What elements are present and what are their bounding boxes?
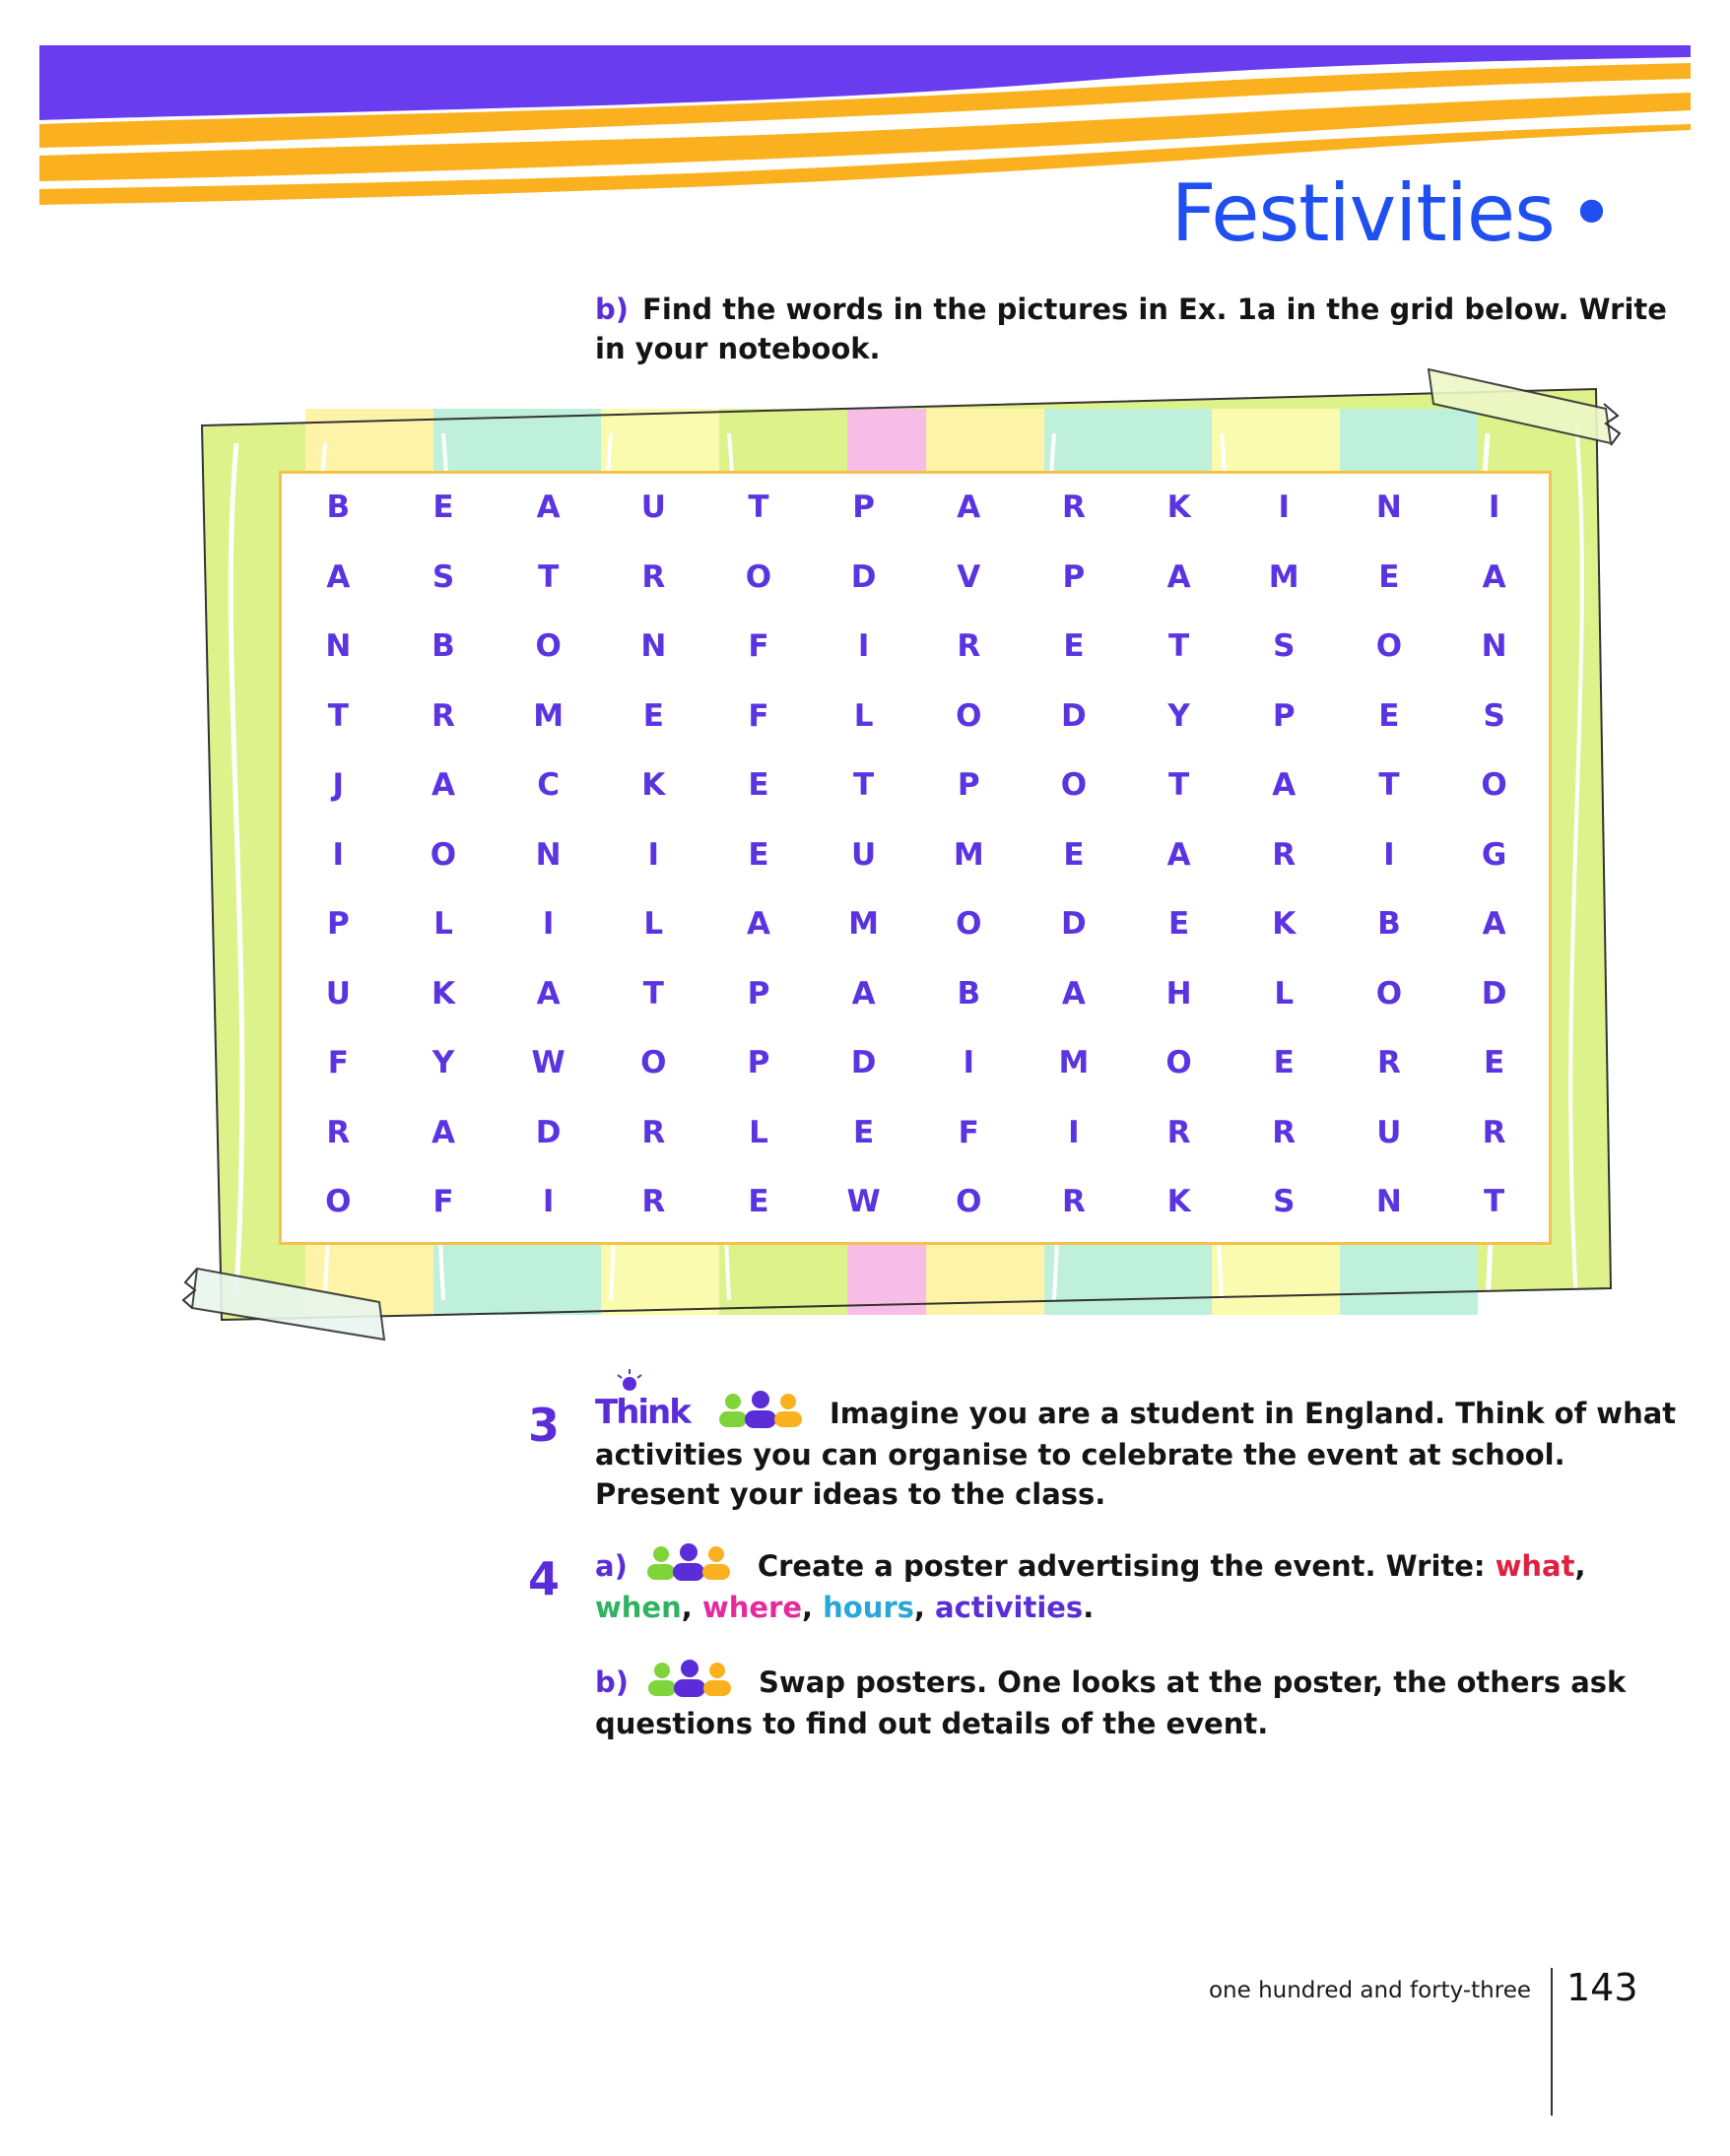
grid-letter: N xyxy=(535,836,562,873)
grid-letter: T xyxy=(1484,1184,1505,1220)
period: . xyxy=(1083,1591,1095,1624)
grid-letter: R xyxy=(957,628,981,665)
grid-row xyxy=(286,1098,1547,1168)
grid-letter: D xyxy=(850,1045,877,1081)
grid-letter: E xyxy=(1273,1045,1295,1081)
grid-letter: P xyxy=(1272,697,1296,734)
grid-letter: A xyxy=(431,1114,455,1150)
grid-letter: I xyxy=(542,1184,555,1220)
keyword-activities: activities xyxy=(935,1591,1084,1624)
grid-letter: I xyxy=(963,1045,975,1081)
grid-letter: V xyxy=(957,558,981,595)
grid-letter: O xyxy=(535,628,562,665)
grid-letter: K xyxy=(641,767,666,804)
grid-letter: O xyxy=(325,1184,352,1220)
comma: , xyxy=(681,1591,693,1624)
comma: , xyxy=(913,1591,925,1624)
grid-letter: S xyxy=(1483,697,1505,734)
grid-letter: R xyxy=(1272,1114,1297,1150)
grid-letter: E xyxy=(748,767,769,804)
page-number-words: one hundred and forty-three xyxy=(1208,1978,1531,2003)
exercise-4b-label: b) xyxy=(595,1666,630,1699)
grid-letter: K xyxy=(431,975,455,1012)
grid-letter: M xyxy=(848,906,880,943)
word-search-grid xyxy=(286,473,1547,1237)
grid-letter: R xyxy=(432,697,455,734)
grid-letter: J xyxy=(332,767,345,804)
grid-letter: A xyxy=(1482,906,1506,943)
grid-letter: M xyxy=(1268,558,1299,595)
grid-letter: B xyxy=(326,490,351,526)
grid-letter: R xyxy=(1061,1184,1086,1220)
grid-letter: M xyxy=(953,836,984,873)
grid-letter: B xyxy=(432,628,455,665)
grid-letter: F xyxy=(432,1184,454,1220)
comma: , xyxy=(1574,1549,1586,1583)
think-badge-text: Think xyxy=(595,1393,690,1432)
grid-letter: A xyxy=(1166,558,1191,595)
exercise-2b-text-line2: in your notebook. xyxy=(595,332,881,365)
grid-letter: E xyxy=(1063,836,1085,873)
grid-letter: R xyxy=(326,1114,351,1150)
grid-row xyxy=(286,543,1547,613)
grid-row xyxy=(286,612,1547,682)
grid-letter: F xyxy=(327,1045,349,1081)
grid-letter: R xyxy=(641,558,666,595)
grid-letter: N xyxy=(1375,1184,1402,1220)
exercise-3-line2: activities you can organise to celebrate the event at school. xyxy=(595,1438,1565,1471)
grid-letter: I xyxy=(332,836,345,873)
grid-letter: O xyxy=(956,697,982,734)
grid-letter: L xyxy=(643,906,664,943)
exercise-2b-label: b) xyxy=(595,293,630,326)
grid-letter: I xyxy=(1383,836,1395,873)
keyword-hours: hours xyxy=(823,1591,914,1624)
grid-letter: P xyxy=(1062,558,1086,595)
grid-letter: R xyxy=(1166,1114,1191,1150)
comma: , xyxy=(801,1591,814,1624)
exercise-4b-instructions xyxy=(595,1663,1626,1743)
grid-letter: T xyxy=(642,975,664,1012)
grid-letter: O xyxy=(640,1045,667,1081)
grid-letter: E xyxy=(1063,628,1085,665)
grid-letter: E xyxy=(748,836,769,873)
grid-letter: P xyxy=(326,906,350,943)
grid-letter: L xyxy=(1274,975,1295,1012)
grid-letter: N xyxy=(1375,490,1402,526)
grid-letter: T xyxy=(748,490,769,526)
grid-letter: F xyxy=(748,628,769,665)
grid-letter: A xyxy=(746,906,770,943)
grid-letter: U xyxy=(640,490,666,526)
grid-letter: A xyxy=(1272,767,1297,804)
exercise-4a-instructions xyxy=(595,1546,1586,1627)
exercise-4-number: 4 xyxy=(528,1552,561,1605)
grid-letter: M xyxy=(533,697,565,734)
grid-letter: R xyxy=(1061,490,1086,526)
grid-letter: A xyxy=(326,558,351,595)
grid-letter: I xyxy=(1278,490,1290,526)
grid-letter: T xyxy=(538,558,560,595)
keyword-what: what xyxy=(1495,1549,1575,1583)
grid-row xyxy=(286,820,1547,890)
grid-letter: I xyxy=(1068,1114,1080,1150)
grid-letter: I xyxy=(542,906,555,943)
grid-letter: O xyxy=(1375,975,1403,1012)
grid-letter: S xyxy=(432,558,455,595)
grid-letter: K xyxy=(1272,906,1297,943)
grid-letter: U xyxy=(851,836,877,873)
grid-letter: T xyxy=(853,767,875,804)
grid-letter: F xyxy=(748,697,769,734)
grid-letter: U xyxy=(325,975,351,1012)
grid-letter: A xyxy=(431,767,455,804)
grid-letter: K xyxy=(1166,1184,1191,1220)
grid-letter: E xyxy=(1484,1045,1505,1081)
grid-letter: R xyxy=(1272,836,1297,873)
exercise-2b-instructions xyxy=(595,290,1667,368)
grid-letter: N xyxy=(1481,628,1507,665)
grid-letter: A xyxy=(1482,558,1506,595)
grid-letter: O xyxy=(745,558,772,595)
grid-letter: D xyxy=(1061,697,1087,734)
grid-row xyxy=(286,473,1547,543)
grid-row xyxy=(286,682,1547,751)
grid-letter: E xyxy=(1167,906,1190,943)
grid-letter: N xyxy=(325,628,352,665)
grid-letter: A xyxy=(536,975,561,1012)
grid-letter: R xyxy=(1376,1045,1401,1081)
grid-letter: O xyxy=(1481,767,1507,804)
grid-letter: O xyxy=(956,1184,982,1220)
grid-letter: Y xyxy=(1167,697,1190,734)
grid-letter: E xyxy=(432,490,454,526)
grid-letter: M xyxy=(1058,1045,1090,1081)
grid-letter: O xyxy=(430,836,457,873)
grid-letter: O xyxy=(956,906,982,943)
grid-letter: P xyxy=(852,490,875,526)
exercise-4b-line1: Swap posters. One looks at the poster, the others ask xyxy=(759,1666,1627,1699)
grid-letter: S xyxy=(1273,628,1296,665)
exercise-3-line1: Imagine you are a student in England. Think of what xyxy=(829,1397,1677,1430)
grid-letter: T xyxy=(327,697,349,734)
grid-letter: L xyxy=(853,697,874,734)
grid-letter: D xyxy=(1481,975,1507,1012)
group-work-icon xyxy=(642,1659,737,1698)
grid-letter: B xyxy=(957,975,981,1012)
grid-letter: L xyxy=(749,1114,768,1150)
lightbulb-icon xyxy=(615,1369,644,1397)
grid-letter: A xyxy=(536,490,561,526)
exercise-2b-text-line1: Find the words in the pictures in Ex. 1a in the grid below. Write xyxy=(642,293,1667,326)
footer-divider xyxy=(1551,1968,1553,2116)
grid-letter: P xyxy=(747,975,770,1012)
grid-letter: F xyxy=(958,1114,979,1150)
group-work-icon xyxy=(641,1542,736,1582)
exercise-3-number: 3 xyxy=(528,1399,561,1452)
think-badge xyxy=(595,1393,690,1432)
title-bullet: • xyxy=(1567,167,1614,259)
grid-letter: D xyxy=(535,1114,562,1150)
page-title xyxy=(1171,167,1614,259)
exercise-4a-label: a) xyxy=(595,1549,628,1583)
grid-letter: G xyxy=(1481,836,1507,873)
grid-letter: D xyxy=(1061,906,1087,943)
page-number: 143 xyxy=(1566,1966,1638,2009)
grid-letter: E xyxy=(1378,697,1400,734)
grid-letter: T xyxy=(1168,628,1190,665)
grid-letter: B xyxy=(1377,906,1401,943)
grid-letter: U xyxy=(1376,1114,1402,1150)
grid-letter: O xyxy=(1165,1045,1192,1081)
group-work-icon xyxy=(713,1390,808,1429)
grid-letter: W xyxy=(846,1184,881,1220)
grid-letter: O xyxy=(1375,628,1403,665)
grid-letter: S xyxy=(1273,1184,1296,1220)
exercise-4a-line1: Create a poster advertising the event. Write: xyxy=(757,1549,1486,1583)
grid-letter: N xyxy=(640,628,667,665)
grid-row xyxy=(286,959,1547,1029)
grid-letter: I xyxy=(647,836,660,873)
grid-letter: A xyxy=(851,975,876,1012)
grid-letter: A xyxy=(1166,836,1191,873)
grid-letter: R xyxy=(641,1184,666,1220)
grid-letter: I xyxy=(857,628,870,665)
grid-letter: P xyxy=(957,767,980,804)
grid-letter: E xyxy=(1378,558,1400,595)
grid-row xyxy=(286,1167,1547,1237)
grid-row xyxy=(286,751,1547,820)
grid-letter: H xyxy=(1165,975,1192,1012)
grid-letter: O xyxy=(1060,767,1088,804)
grid-letter: W xyxy=(531,1045,566,1081)
grid-letter: K xyxy=(1166,490,1191,526)
grid-letter: C xyxy=(537,767,561,804)
grid-letter: R xyxy=(641,1114,666,1150)
exercise-3-instructions xyxy=(595,1393,1676,1514)
grid-letter: T xyxy=(1168,767,1190,804)
grid-letter: I xyxy=(1488,490,1500,526)
grid-letter: E xyxy=(748,1184,769,1220)
grid-row xyxy=(286,1028,1547,1098)
grid-letter: A xyxy=(957,490,981,526)
grid-row xyxy=(286,889,1547,959)
grid-letter: T xyxy=(1378,767,1400,804)
grid-letter: D xyxy=(850,558,877,595)
grid-letter: E xyxy=(642,697,664,734)
grid-letter: Y xyxy=(432,1045,455,1081)
grid-letter: P xyxy=(747,1045,770,1081)
page-title-text: Festivities xyxy=(1170,167,1555,259)
keyword-where: where xyxy=(701,1591,802,1624)
grid-letter: L xyxy=(433,906,453,943)
grid-letter: A xyxy=(1061,975,1086,1012)
grid-letter: E xyxy=(853,1114,875,1150)
keyword-when: when xyxy=(595,1591,682,1624)
grid-letter: R xyxy=(1482,1114,1506,1150)
exercise-4b-line2: questions to find out details of the event. xyxy=(595,1707,1269,1740)
exercise-3-line3: Present your ideas to the class. xyxy=(595,1477,1106,1511)
